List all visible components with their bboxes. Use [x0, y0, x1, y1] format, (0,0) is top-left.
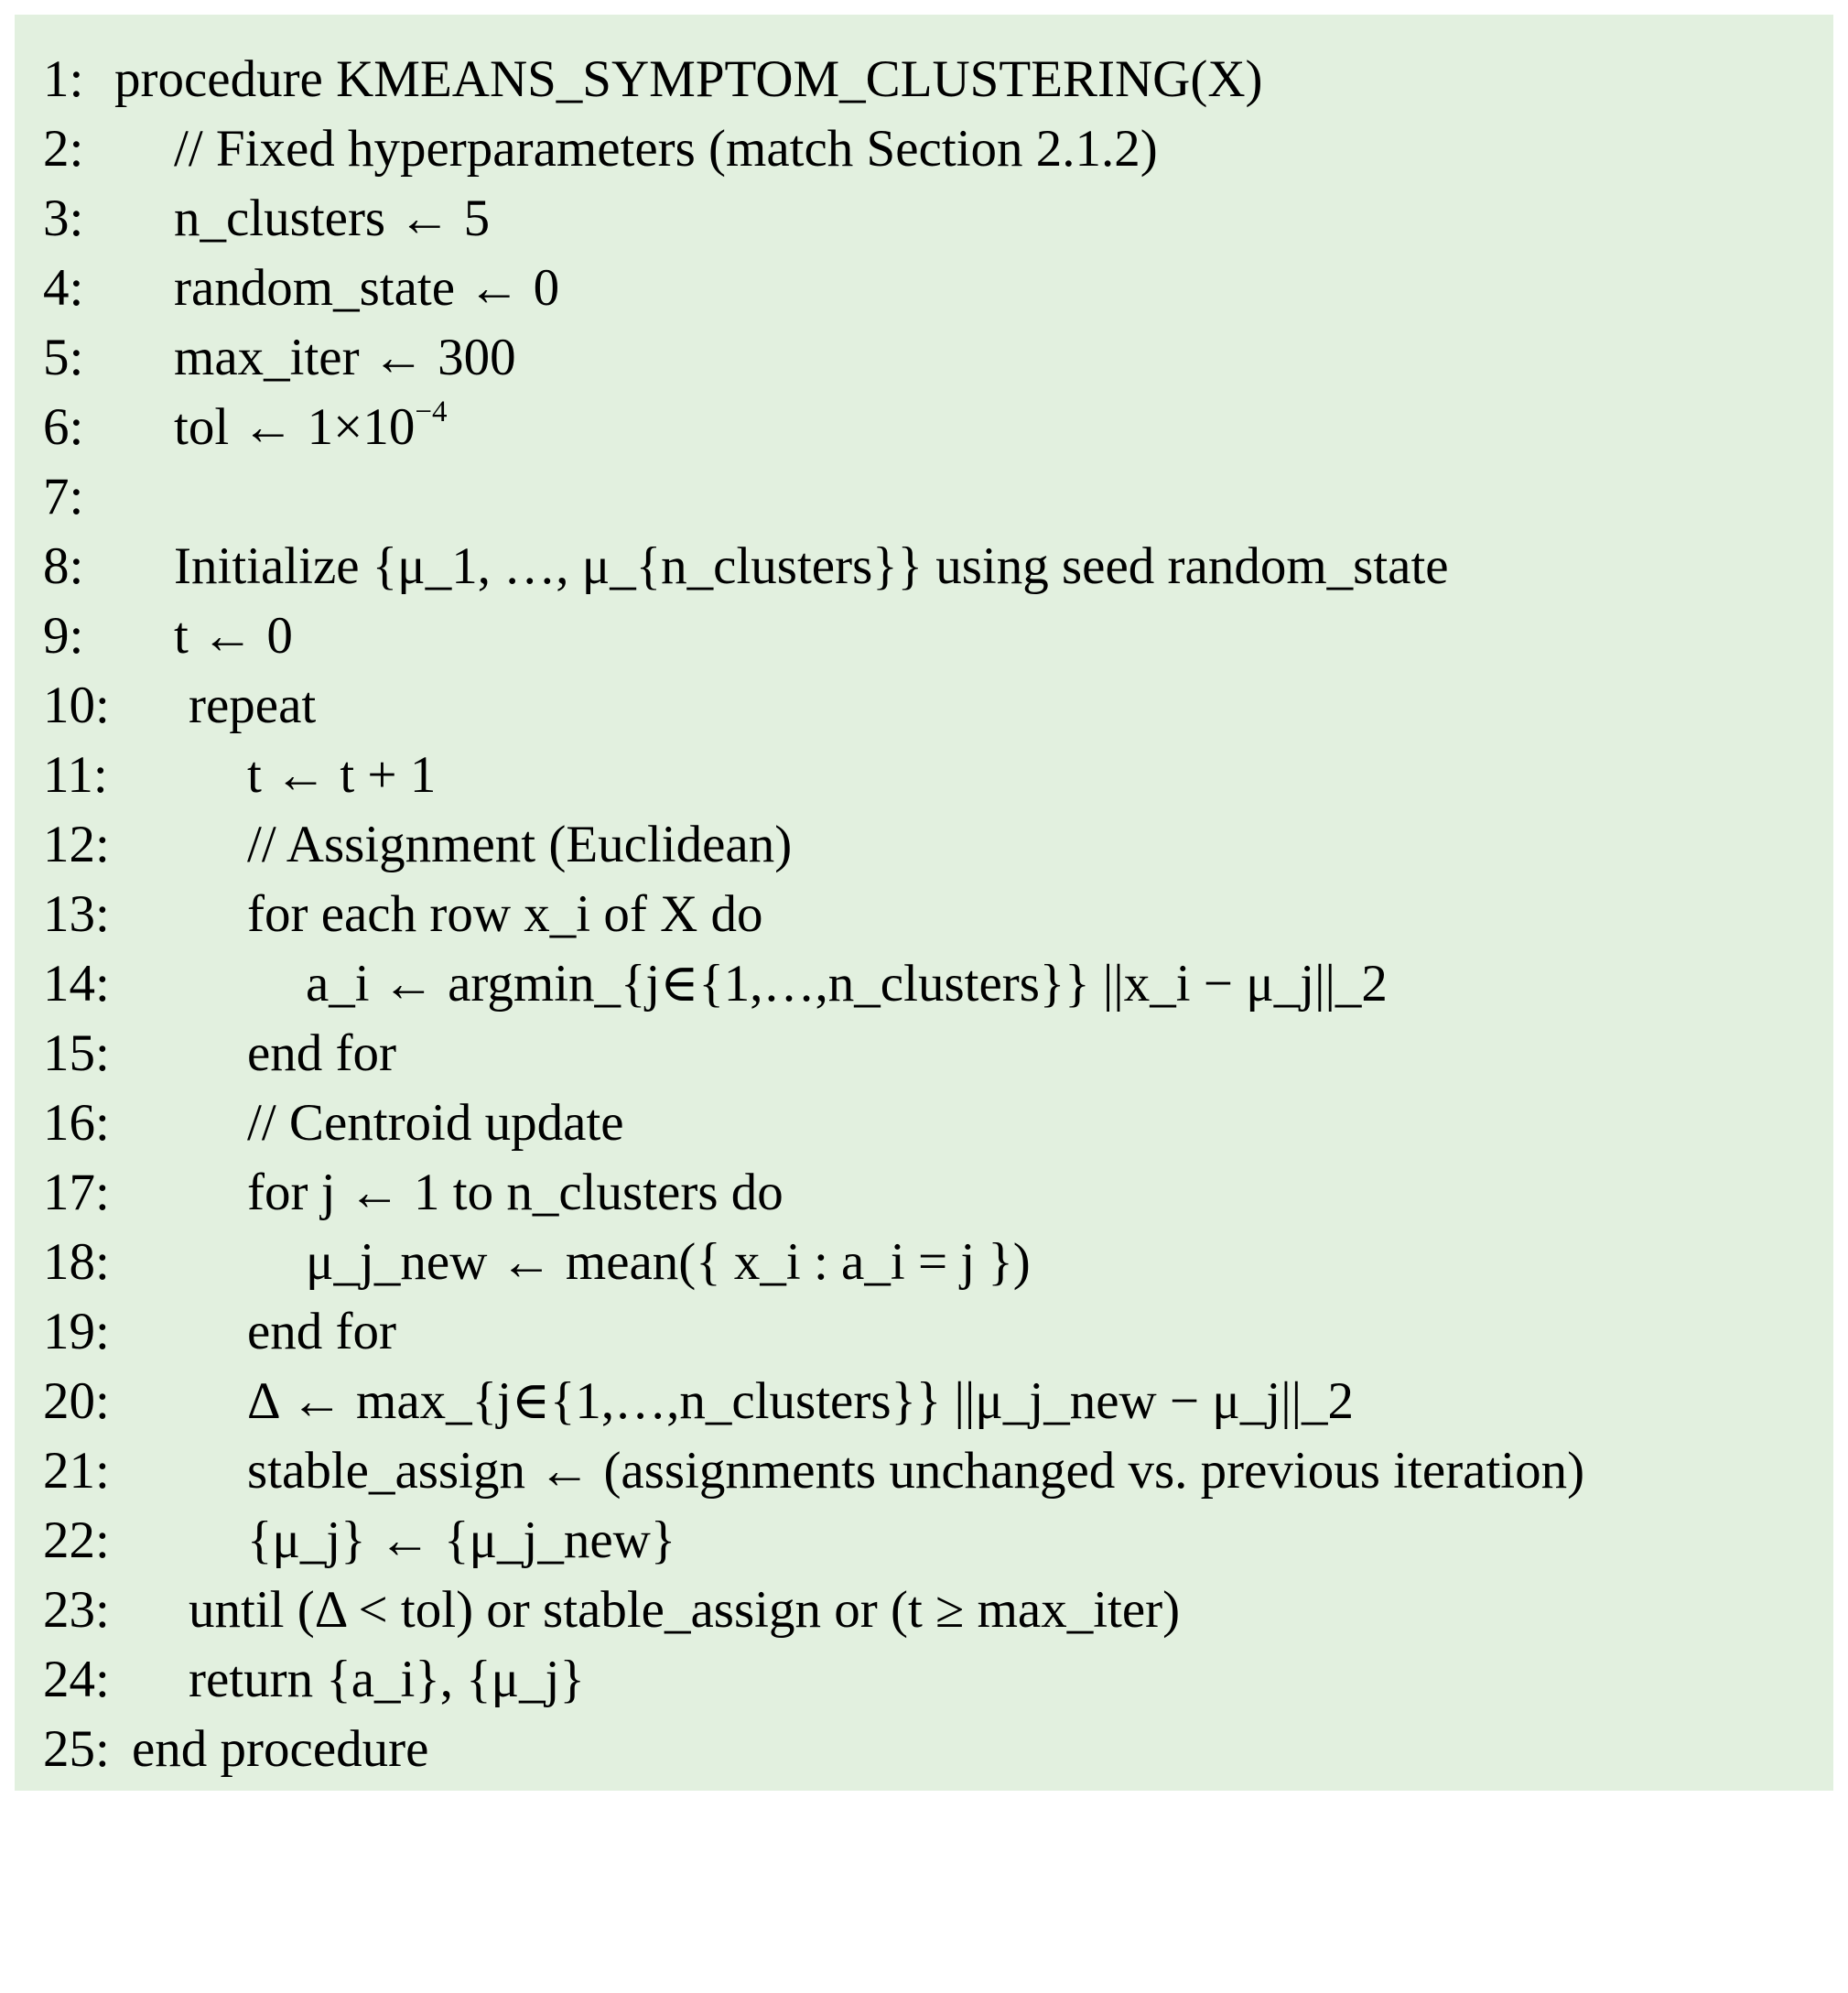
line-number: 7: [43, 468, 84, 525]
line-text: until (Δ < tol) or stable_assign or (t ≥ max_iter) [189, 1581, 1181, 1639]
algorithm-line-11 [15, 741, 437, 810]
algorithm-line-20 [15, 1367, 1355, 1436]
line-number: 10: [43, 677, 110, 734]
line-number: 18: [43, 1233, 110, 1291]
line-text: t ← 0 [174, 607, 293, 665]
line-number: 16: [43, 1094, 110, 1152]
line-number: 1: [43, 50, 84, 108]
exponent-superscript: −4 [415, 395, 448, 429]
line-text: // Fixed hyperparameters (match Section 2.1.2) [174, 120, 1158, 178]
line-number: 21: [43, 1442, 110, 1500]
algorithm-line-10 [15, 671, 317, 741]
algorithm-line-4 [15, 254, 560, 323]
line-text: {μ_j} ← {μ_j_new} [247, 1511, 676, 1569]
line-number: 2: [43, 120, 84, 178]
line-text: end for [247, 1024, 397, 1082]
line-number: 17: [43, 1164, 110, 1221]
line-text: procedure KMEANS_SYMPTOM_CLUSTERING(X) [114, 50, 1263, 108]
line-number: 9: [43, 607, 84, 665]
algorithm-line-7 [15, 462, 84, 532]
algorithm-line-13 [15, 880, 763, 949]
line-number: 11: [43, 746, 108, 804]
line-text: repeat [189, 677, 317, 734]
algorithm-line-18 [15, 1228, 1031, 1297]
line-text: for each row x_i of X do [247, 885, 763, 943]
algorithm-line-19 [15, 1297, 397, 1367]
line-number: 25: [43, 1720, 110, 1778]
line-number: 19: [43, 1303, 110, 1360]
line-text: a_i ← argmin_{j∈{1,…,n_clusters}} ||x_i − μ_j||_2 [306, 955, 1388, 1013]
line-number: 12: [43, 816, 110, 873]
line-number: 24: [43, 1651, 110, 1708]
line-number: 23: [43, 1581, 110, 1639]
algorithm-box [15, 15, 1833, 1791]
tol-value-text: tol ← 1×10 [174, 398, 416, 456]
line-text: random_state ← 0 [174, 259, 560, 317]
algorithm-line-3 [15, 184, 491, 254]
algorithm-line-22 [15, 1506, 676, 1576]
line-text: // Assignment (Euclidean) [247, 816, 793, 873]
line-text [174, 393, 448, 462]
algorithm-line-12 [15, 810, 793, 880]
line-number: 15: [43, 1024, 110, 1082]
line-text: Δ ← max_{j∈{1,…,n_clusters}} ||μ_j_new − μ_j||_2 [247, 1372, 1355, 1430]
line-text: return {a_i}, {μ_j} [189, 1651, 585, 1708]
line-number: 4: [43, 259, 84, 317]
line-text: stable_assign ← (assignments unchanged vs. previous iteration) [247, 1442, 1585, 1500]
line-number: 6: [43, 398, 84, 456]
line-number: 22: [43, 1511, 110, 1569]
algorithm-line-14 [15, 949, 1388, 1019]
algorithm-line-16 [15, 1089, 624, 1158]
algorithm-line-2 [15, 114, 1158, 184]
line-number: 5: [43, 329, 84, 386]
algorithm-line-15 [15, 1019, 397, 1089]
algorithm-line-8 [15, 532, 1449, 601]
line-number: 8: [43, 537, 84, 595]
algorithm-line-17 [15, 1158, 784, 1228]
line-text: for j ← 1 to n_clusters do [247, 1164, 784, 1221]
algorithm-line-1 [15, 45, 1263, 114]
algorithm-line-23 [15, 1576, 1181, 1645]
line-text: end procedure [132, 1720, 429, 1778]
line-text: // Centroid update [247, 1094, 624, 1152]
algorithm-line-21 [15, 1436, 1585, 1506]
line-number: 20: [43, 1372, 110, 1430]
line-number: 13: [43, 885, 110, 943]
line-text: max_iter ← 300 [174, 329, 516, 386]
line-text: Initialize {μ_1, …, μ_{n_clusters}} using seed random_state [174, 537, 1449, 595]
algorithm-line-25 [15, 1715, 429, 1784]
line-number: 14: [43, 955, 110, 1013]
line-text: t ← t + 1 [247, 746, 437, 804]
line-text: end for [247, 1303, 397, 1360]
algorithm-line-9 [15, 601, 293, 671]
algorithm-line-24 [15, 1645, 585, 1715]
line-text: n_clusters ← 5 [174, 190, 491, 247]
line-number: 3: [43, 190, 84, 247]
line-text: μ_j_new ← mean({ x_i : a_i = j }) [306, 1233, 1031, 1291]
algorithm-line-5 [15, 323, 516, 393]
